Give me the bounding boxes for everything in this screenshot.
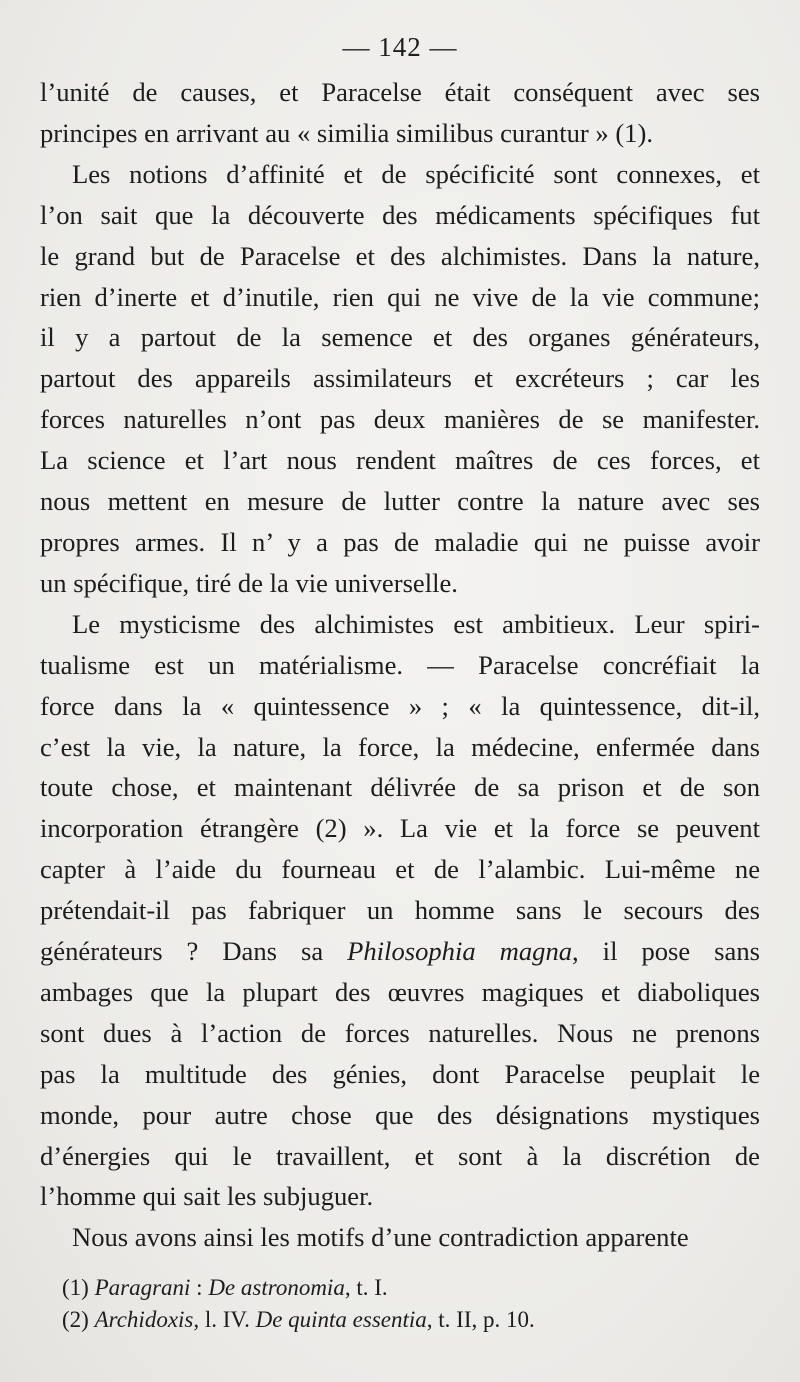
text-line: l’unité de causes, et Paracelse était conséquent avec ses [40,77,760,107]
paragraph [40,154,760,604]
text-line: générateurs ? Dans sa Philosophia magna, il pose sans [40,936,760,967]
body-text [40,72,760,1258]
text-line: l’homme qui sait les subjuguer. [40,1181,374,1212]
text-line: incorporation étrangère (2) ». La vie et la force se peuvent [40,813,760,844]
text-line: forces naturelles n’ont pas deux manières de se manifester. [40,404,760,435]
text-line: pas la multitude des génies, dont Paracelse peuplait le [40,1058,760,1089]
text-line: rien d’inerte et d’inutile, rien qui ne vive de la vie commune; [40,281,760,312]
text-line: force dans la « quintessence » ; « la quintessence, dit-il, [40,690,760,721]
text-line: toute chose, et maintenant délivrée de sa prison et de son [40,772,760,803]
text-line: ambages que la plupart des œuvres magiques et diaboliques [40,976,760,1007]
italic-title: Philosophia magna [347,936,573,967]
text-line: prétendait-il pas fabriquer un homme sans le secours des [40,895,760,926]
text-line: Nous avons ainsi les motifs d’une contradiction apparente [72,1222,689,1253]
text-line: le grand but de Paracelse et des alchimistes. Dans la nature, [40,240,760,271]
page-number: — 142 — [342,32,458,62]
text-line: c’est la vie, la nature, la force, la médecine, enfermée dans [40,731,760,762]
text-line: tualisme est un matérialisme. — Paracelse concréfiait la [40,649,760,680]
text-line: principes en arrivant au « similia similibus curantur » (1). [40,117,653,148]
paragraph [40,72,760,154]
footnotes [62,1272,620,1336]
text-line: sont dues à l’action de forces naturelles. Nous ne prenons [40,1017,760,1048]
text-line: Les notions d’affinité et de spécificité sont connexes, et [72,158,760,189]
paragraph [40,604,760,1218]
text-line: La science et l’art nous rendent maîtres de ces forces, et [40,445,760,476]
footnote: (1) Paragrani : De astronomia, t. I. [62,1275,388,1300]
text-line: un spécifique, tiré de la vie universelle. [40,567,458,598]
text-line: capter à l’aide du fourneau et de l’alambic. Lui-même ne [40,854,760,885]
text-line: l’on sait que la découverte des médicaments spécifiques fut [40,199,760,230]
text-line: nous mettent en mesure de lutter contre la nature avec ses [40,486,760,517]
paragraph [40,1217,760,1258]
text-line: d’énergies qui le travaillent, et sont à la discrétion de [40,1140,760,1171]
text-line: il y a partout de la semence et des organes générateurs, [40,322,760,353]
footnote: (2) Archidoxis, l. IV. De quinta essentia, t. II, p. 10. [62,1307,535,1332]
text-line: monde, pour autre chose que des désignations mystiques [40,1099,760,1130]
text-line: propres armes. Il n’ y a pas de maladie qui ne puisse avoir [40,526,760,557]
text-line: partout des appareils assimilateurs et excréteurs ; car les [40,363,760,394]
text-line: Le mysticisme des alchimistes est ambitieux. Leur spiri- [72,608,760,639]
